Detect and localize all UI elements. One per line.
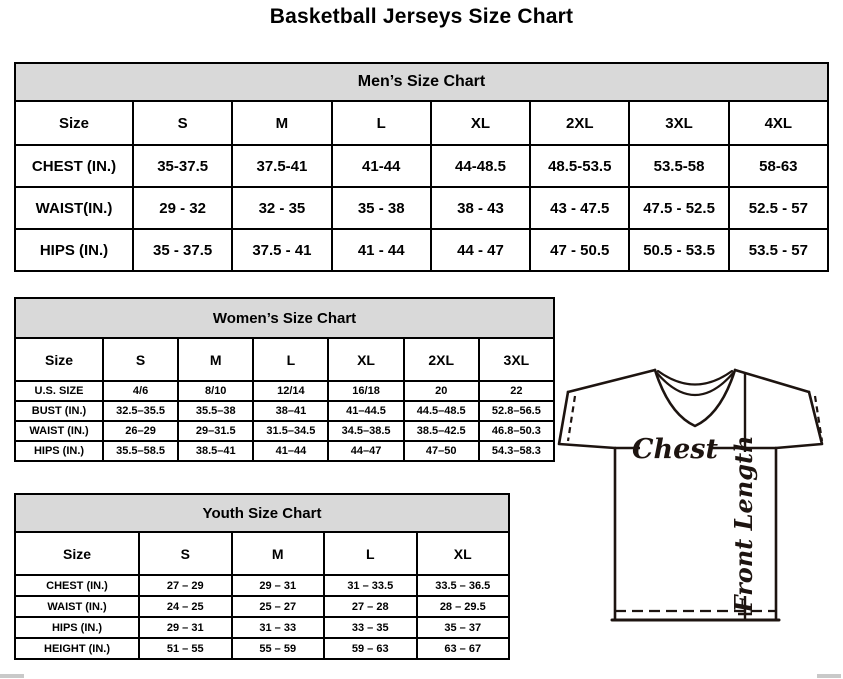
row-label-cell: WAIST(IN.) bbox=[15, 187, 133, 229]
value-cell: 41 - 44 bbox=[332, 229, 431, 271]
value-cell: 28 – 29.5 bbox=[417, 596, 510, 617]
value-cell: 32 - 35 bbox=[232, 187, 331, 229]
table-title: Men’s Size Chart bbox=[15, 63, 828, 101]
size-header-cell: 3XL bbox=[629, 101, 728, 145]
value-cell: 44-48.5 bbox=[431, 145, 530, 187]
row-label-cell: HIPS (IN.) bbox=[15, 617, 139, 638]
value-cell: 37.5-41 bbox=[232, 145, 331, 187]
row-label-cell: U.S. SIZE bbox=[15, 381, 103, 401]
value-cell: 25 – 27 bbox=[232, 596, 325, 617]
value-cell: 37.5 - 41 bbox=[232, 229, 331, 271]
value-cell: 8/10 bbox=[178, 381, 253, 401]
size-header-cell: S bbox=[139, 532, 232, 575]
value-cell: 41-44 bbox=[332, 145, 431, 187]
size-header-cell: M bbox=[178, 338, 253, 381]
value-cell: 31 – 33 bbox=[232, 617, 325, 638]
row-label-cell: HEIGHT (IN.) bbox=[15, 638, 139, 659]
value-cell: 52.5 - 57 bbox=[729, 187, 828, 229]
value-cell: 63 – 67 bbox=[417, 638, 510, 659]
table-caption-row bbox=[15, 494, 509, 532]
value-cell: 53.5-58 bbox=[629, 145, 728, 187]
value-cell: 44–47 bbox=[328, 441, 403, 461]
size-header-cell: S bbox=[103, 338, 178, 381]
size-header-cell: 3XL bbox=[479, 338, 554, 381]
horizontal-scrollbar-left-fragment[interactable] bbox=[0, 674, 24, 678]
table-row bbox=[15, 187, 828, 229]
table-row bbox=[15, 145, 828, 187]
row-label-cell: BUST (IN.) bbox=[15, 401, 103, 421]
value-cell: 26–29 bbox=[103, 421, 178, 441]
size-header-cell: M bbox=[232, 101, 331, 145]
value-cell: 35-37.5 bbox=[133, 145, 232, 187]
page-title: Basketball Jerseys Size Chart bbox=[269, 5, 574, 28]
table-row bbox=[15, 441, 554, 461]
value-cell: 29–31.5 bbox=[178, 421, 253, 441]
table-row bbox=[15, 229, 828, 271]
value-cell: 53.5 - 57 bbox=[729, 229, 828, 271]
row-label-cell: CHEST (IN.) bbox=[15, 575, 139, 596]
size-header-cell: XL bbox=[431, 101, 530, 145]
value-cell: 48.5-53.5 bbox=[530, 145, 629, 187]
table-caption-row bbox=[15, 63, 828, 101]
value-cell: 27 – 28 bbox=[324, 596, 417, 617]
value-cell: 47.5 - 52.5 bbox=[629, 187, 728, 229]
value-cell: 58-63 bbox=[729, 145, 828, 187]
value-cell: 35.5–58.5 bbox=[103, 441, 178, 461]
chest-label: Chest bbox=[632, 434, 718, 465]
size-header-cell: 2XL bbox=[404, 338, 479, 381]
mens-size-chart-table bbox=[14, 62, 829, 272]
front-length-label: Front Length bbox=[729, 435, 758, 613]
table-row bbox=[15, 617, 509, 638]
table-row bbox=[15, 381, 554, 401]
table-row bbox=[15, 421, 554, 441]
value-cell: 41–44 bbox=[253, 441, 328, 461]
value-cell: 29 – 31 bbox=[139, 617, 232, 638]
value-cell: 41–44.5 bbox=[328, 401, 403, 421]
value-cell: 44.5–48.5 bbox=[404, 401, 479, 421]
value-cell: 16/18 bbox=[328, 381, 403, 401]
value-cell: 33 – 35 bbox=[324, 617, 417, 638]
value-cell: 33.5 – 36.5 bbox=[417, 575, 510, 596]
size-column-label-cell: Size bbox=[15, 532, 139, 575]
value-cell: 32.5–35.5 bbox=[103, 401, 178, 421]
size-header-cell: XL bbox=[328, 338, 403, 381]
value-cell: 44 - 47 bbox=[431, 229, 530, 271]
size-header-cell: L bbox=[324, 532, 417, 575]
value-cell: 50.5 - 53.5 bbox=[629, 229, 728, 271]
value-cell: 34.5–38.5 bbox=[328, 421, 403, 441]
value-cell: 38.5–42.5 bbox=[404, 421, 479, 441]
table-caption-row bbox=[15, 298, 554, 338]
row-label-cell: HIPS (IN.) bbox=[15, 229, 133, 271]
value-cell: 52.8–56.5 bbox=[479, 401, 554, 421]
value-cell: 31.5–34.5 bbox=[253, 421, 328, 441]
womens-size-chart-table bbox=[14, 297, 555, 462]
value-cell: 38–41 bbox=[253, 401, 328, 421]
jersey-measurement-diagram bbox=[552, 362, 842, 642]
youth-size-chart-table bbox=[14, 493, 510, 660]
table-header-row bbox=[15, 532, 509, 575]
value-cell: 29 - 32 bbox=[133, 187, 232, 229]
value-cell: 38.5–41 bbox=[178, 441, 253, 461]
table-title: Women’s Size Chart bbox=[15, 298, 554, 338]
value-cell: 22 bbox=[479, 381, 554, 401]
size-header-cell: 2XL bbox=[530, 101, 629, 145]
jersey-outline bbox=[559, 370, 822, 620]
table-header-row bbox=[15, 101, 828, 145]
value-cell: 20 bbox=[404, 381, 479, 401]
value-cell: 46.8–50.3 bbox=[479, 421, 554, 441]
row-label-cell: CHEST (IN.) bbox=[15, 145, 133, 187]
table-row bbox=[15, 638, 509, 659]
value-cell: 35 – 37 bbox=[417, 617, 510, 638]
table-header-row bbox=[15, 338, 554, 381]
value-cell: 54.3–58.3 bbox=[479, 441, 554, 461]
size-header-cell: S bbox=[133, 101, 232, 145]
row-label-cell: HIPS (IN.) bbox=[15, 441, 103, 461]
value-cell: 59 – 63 bbox=[324, 638, 417, 659]
horizontal-scrollbar-right-fragment[interactable] bbox=[817, 674, 841, 678]
row-label-cell: WAIST (IN.) bbox=[15, 421, 103, 441]
value-cell: 24 – 25 bbox=[139, 596, 232, 617]
table-row bbox=[15, 596, 509, 617]
value-cell: 51 – 55 bbox=[139, 638, 232, 659]
value-cell: 31 – 33.5 bbox=[324, 575, 417, 596]
value-cell: 47–50 bbox=[404, 441, 479, 461]
value-cell: 27 – 29 bbox=[139, 575, 232, 596]
row-label-cell: WAIST (IN.) bbox=[15, 596, 139, 617]
table-row bbox=[15, 401, 554, 421]
value-cell: 38 - 43 bbox=[431, 187, 530, 229]
value-cell: 35.5–38 bbox=[178, 401, 253, 421]
value-cell: 4/6 bbox=[103, 381, 178, 401]
size-header-cell: M bbox=[232, 532, 325, 575]
value-cell: 29 – 31 bbox=[232, 575, 325, 596]
value-cell: 47 - 50.5 bbox=[530, 229, 629, 271]
value-cell: 35 - 38 bbox=[332, 187, 431, 229]
table-title: Youth Size Chart bbox=[15, 494, 509, 532]
value-cell: 55 – 59 bbox=[232, 638, 325, 659]
value-cell: 43 - 47.5 bbox=[530, 187, 629, 229]
size-column-label-cell: Size bbox=[15, 338, 103, 381]
size-header-cell: L bbox=[332, 101, 431, 145]
value-cell: 35 - 37.5 bbox=[133, 229, 232, 271]
value-cell: 12/14 bbox=[253, 381, 328, 401]
size-header-cell: 4XL bbox=[729, 101, 828, 145]
table-row bbox=[15, 575, 509, 596]
size-header-cell: XL bbox=[417, 532, 510, 575]
size-column-label-cell: Size bbox=[15, 101, 133, 145]
size-header-cell: L bbox=[253, 338, 328, 381]
